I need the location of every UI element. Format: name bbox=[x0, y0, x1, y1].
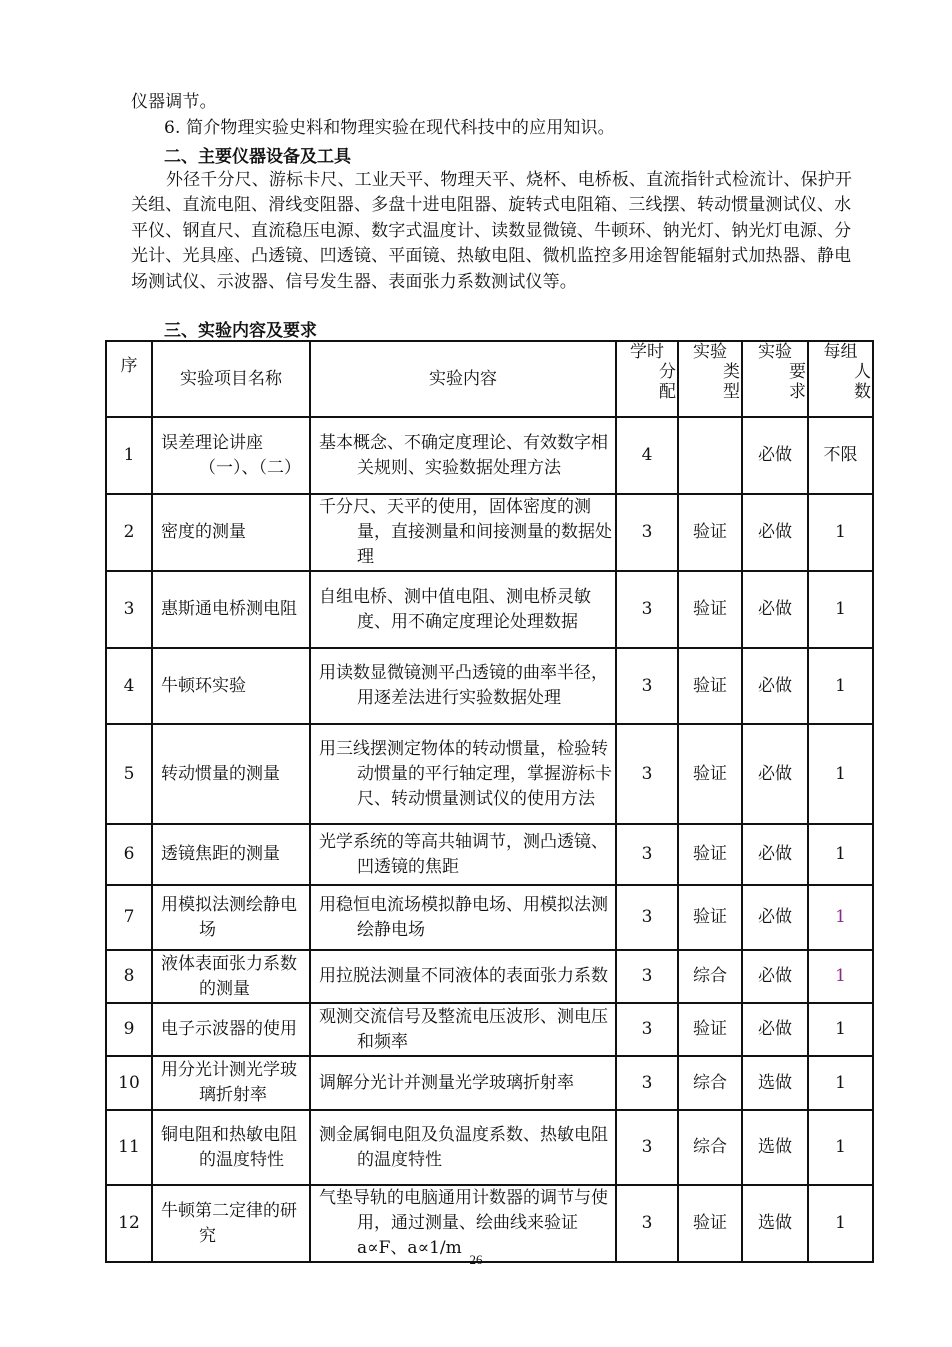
row-content bbox=[310, 1056, 616, 1110]
row-hours: 3 bbox=[616, 648, 678, 724]
row-content-text: 调解分光计并测量光学玻璃折射率 bbox=[319, 1072, 574, 1093]
header-req-1: 实验 bbox=[758, 342, 792, 362]
row-name bbox=[152, 1003, 310, 1056]
row-seq: 10 bbox=[106, 1056, 152, 1110]
row-content bbox=[310, 494, 616, 571]
row-type: 验证 bbox=[678, 824, 742, 885]
section-3-heading: 三、实验内容及要求 bbox=[164, 321, 317, 341]
row-req: 选做 bbox=[742, 1185, 808, 1262]
row-hours: 3 bbox=[616, 885, 678, 950]
header-req bbox=[742, 341, 808, 417]
row-type: 验证 bbox=[678, 571, 742, 648]
row-type: 验证 bbox=[678, 648, 742, 724]
row-content bbox=[310, 571, 616, 648]
row-req: 必做 bbox=[742, 571, 808, 648]
row-req: 选做 bbox=[742, 1110, 808, 1185]
table-row bbox=[106, 1056, 873, 1110]
row-name bbox=[152, 885, 310, 950]
table-row bbox=[106, 571, 873, 648]
header-people-1: 每组 bbox=[823, 342, 858, 362]
row-content bbox=[310, 724, 616, 824]
row-seq: 11 bbox=[106, 1110, 152, 1185]
row-name-text: 液体表面张力系数的测量 bbox=[161, 953, 297, 999]
row-seq: 6 bbox=[106, 824, 152, 885]
row-name: 牛顿环实验 bbox=[152, 648, 310, 724]
row-content-text: 用三线摆测定物体的转动惯量，检验转动惯量的平行轴定理，掌握游标卡尺、转动惯量测试仪的使用方法 bbox=[319, 738, 612, 809]
row-people: 1 bbox=[808, 724, 873, 824]
header-seq: 序 bbox=[106, 341, 152, 417]
header-hours-2: 分 bbox=[659, 362, 676, 382]
intro-line-2: 6. 简介物理实验史料和物理实验在现代科技中的应用知识。 bbox=[164, 118, 615, 138]
row-name-text: 用模拟法测绘静电场 bbox=[161, 894, 297, 940]
row-name bbox=[152, 571, 310, 648]
row-people: 1 bbox=[808, 950, 873, 1003]
row-people: 1 bbox=[808, 571, 873, 648]
row-content bbox=[310, 417, 616, 494]
table-row bbox=[106, 1185, 873, 1262]
table-row bbox=[106, 824, 873, 885]
intro-line-1: 仪器调节。 bbox=[131, 92, 217, 112]
header-people-2: 人 bbox=[854, 362, 871, 382]
row-content bbox=[310, 1110, 616, 1185]
row-req: 必做 bbox=[742, 417, 808, 494]
row-req: 必做 bbox=[742, 1003, 808, 1056]
row-people: 不限 bbox=[808, 417, 873, 494]
row-name: 透镜焦距的测量 bbox=[152, 824, 310, 885]
row-name bbox=[152, 1185, 310, 1262]
row-seq: 5 bbox=[106, 724, 152, 824]
table-row bbox=[106, 494, 873, 571]
row-req: 必做 bbox=[742, 648, 808, 724]
section-2-body: 外径千分尺、游标卡尺、工业天平、物理天平、烧杯、电桥板、直流指针式检流计、保护开关组、直流电阻、滑线变阻器、多盘十进电阻器、旋转式电阻箱、三线摆、转动惯量测试仪、水平仪、钢直尺、直流稳压电源、数字式温度计、读数显微镜、牛顿环、钠光灯、钠光灯电源、分光计、光具座、凸透镜、凹透镜、平面镜、热敏电阻、微机监控多用途智能辐射式加热器、静电场测试仪、示波器、信号发生器、表面张力系数测试仪等。 bbox=[131, 170, 852, 292]
row-req: 必做 bbox=[742, 724, 808, 824]
header-type-2: 类 bbox=[723, 362, 740, 382]
row-people: 1 bbox=[808, 1056, 873, 1110]
row-content bbox=[310, 1185, 616, 1262]
row-content-text: 光学系统的等高共轴调节，测凸透镜、凹透镜的焦距 bbox=[319, 831, 608, 877]
row-content bbox=[310, 1003, 616, 1056]
row-content bbox=[310, 648, 616, 724]
row-name-text: 铜电阻和热敏电阻的温度特性 bbox=[161, 1124, 297, 1170]
experiment-table bbox=[105, 340, 874, 1263]
page-number: 26 bbox=[469, 1252, 483, 1267]
row-name: 密度的测量 bbox=[152, 494, 310, 571]
table-row bbox=[106, 950, 873, 1003]
header-people-3: 数 bbox=[854, 382, 871, 402]
row-seq: 9 bbox=[106, 1003, 152, 1056]
row-name-text: 误差理论讲座（一）、（二） bbox=[161, 432, 301, 478]
table-header-row bbox=[106, 341, 873, 417]
row-content-text: 观测交流信号及整流电压波形、测电压和频率 bbox=[319, 1006, 608, 1052]
row-hours: 3 bbox=[616, 724, 678, 824]
row-seq: 12 bbox=[106, 1185, 152, 1262]
row-content-text: 自组电桥、测中值电阻、测电桥灵敏度、用不确定度理论处理数据 bbox=[319, 586, 591, 632]
row-name bbox=[152, 1056, 310, 1110]
row-hours: 3 bbox=[616, 1185, 678, 1262]
row-people: 1 bbox=[808, 494, 873, 571]
row-hours: 4 bbox=[616, 417, 678, 494]
row-type: 综合 bbox=[678, 950, 742, 1003]
header-req-2: 要 bbox=[789, 362, 806, 382]
table-row bbox=[106, 1003, 873, 1056]
header-type bbox=[678, 341, 742, 417]
row-content bbox=[310, 824, 616, 885]
row-people: 1 bbox=[808, 824, 873, 885]
row-hours: 3 bbox=[616, 1056, 678, 1110]
row-content bbox=[310, 950, 616, 1003]
row-type: 综合 bbox=[678, 1110, 742, 1185]
row-content-text: 气垫导轨的电脑通用计数器的调节与使用，通过测量、绘曲线来验证 a∝F、a∝1/m bbox=[319, 1188, 608, 1258]
row-type: 验证 bbox=[678, 724, 742, 824]
row-people: 1 bbox=[808, 1110, 873, 1185]
table-row bbox=[106, 885, 873, 950]
row-content-text: 基本概念、不确定度理论、有效数字相关规则、实验数据处理方法 bbox=[319, 432, 608, 478]
row-type: 验证 bbox=[678, 1185, 742, 1262]
row-type bbox=[678, 417, 742, 494]
header-hours-3: 配 bbox=[659, 382, 676, 402]
section-2-heading: 二、主要仪器设备及工具 bbox=[164, 147, 351, 167]
header-type-1: 实验 bbox=[693, 342, 727, 362]
table-row bbox=[106, 648, 873, 724]
table-row bbox=[106, 724, 873, 824]
header-name: 实验项目名称 bbox=[152, 341, 310, 417]
row-people: 1 bbox=[808, 1003, 873, 1056]
row-type: 验证 bbox=[678, 494, 742, 571]
header-people bbox=[808, 341, 873, 417]
row-hours: 3 bbox=[616, 1110, 678, 1185]
row-req: 必做 bbox=[742, 824, 808, 885]
row-content-text: 用稳恒电流场模拟静电场、用模拟法测绘静电场 bbox=[319, 894, 608, 940]
row-seq: 2 bbox=[106, 494, 152, 571]
header-type-3: 型 bbox=[723, 382, 740, 402]
row-hours: 3 bbox=[616, 824, 678, 885]
row-seq: 4 bbox=[106, 648, 152, 724]
row-seq: 7 bbox=[106, 885, 152, 950]
row-people: 1 bbox=[808, 885, 873, 950]
row-content-text: 用读数显微镜测平凸透镜的曲率半径，用逐差法进行实验数据处理 bbox=[319, 663, 608, 708]
row-content-text: 用拉脱法测量不同液体的表面张力系数 bbox=[319, 966, 608, 986]
table-row bbox=[106, 1110, 873, 1185]
row-seq: 1 bbox=[106, 417, 152, 494]
row-hours: 3 bbox=[616, 571, 678, 648]
row-content-text: 千分尺、天平的使用，固体密度的测量，直接测量和间接测量的数据处理 bbox=[319, 497, 612, 567]
row-hours: 3 bbox=[616, 950, 678, 1003]
row-name bbox=[152, 1110, 310, 1185]
row-seq: 3 bbox=[106, 571, 152, 648]
row-type: 验证 bbox=[678, 1003, 742, 1056]
row-req: 必做 bbox=[742, 494, 808, 571]
row-content-text: 测金属铜电阻及负温度系数、热敏电阻的温度特性 bbox=[319, 1124, 608, 1170]
row-name: 转动惯量的测量 bbox=[152, 724, 310, 824]
header-req-3: 求 bbox=[789, 382, 806, 402]
row-name-text: 牛顿第二定律的研究 bbox=[161, 1200, 297, 1246]
row-people: 1 bbox=[808, 648, 873, 724]
row-hours: 3 bbox=[616, 1003, 678, 1056]
header-hours bbox=[616, 341, 678, 417]
row-type: 验证 bbox=[678, 885, 742, 950]
row-name-text: 惠斯通电桥测电阻 bbox=[161, 599, 297, 619]
row-name-text: 电子示波器的使用 bbox=[161, 1019, 297, 1039]
table-row bbox=[106, 417, 873, 494]
header-content: 实验内容 bbox=[310, 341, 616, 417]
row-seq: 8 bbox=[106, 950, 152, 1003]
row-req: 必做 bbox=[742, 885, 808, 950]
row-hours: 3 bbox=[616, 494, 678, 571]
row-req: 必做 bbox=[742, 950, 808, 1003]
row-name-text: 用分光计测光学玻璃折射率 bbox=[161, 1060, 297, 1105]
row-name bbox=[152, 417, 310, 494]
row-req: 选做 bbox=[742, 1056, 808, 1110]
row-content bbox=[310, 885, 616, 950]
row-people: 1 bbox=[808, 1185, 873, 1262]
row-name bbox=[152, 950, 310, 1003]
row-type: 综合 bbox=[678, 1056, 742, 1110]
header-hours-1: 学时 bbox=[630, 342, 664, 362]
